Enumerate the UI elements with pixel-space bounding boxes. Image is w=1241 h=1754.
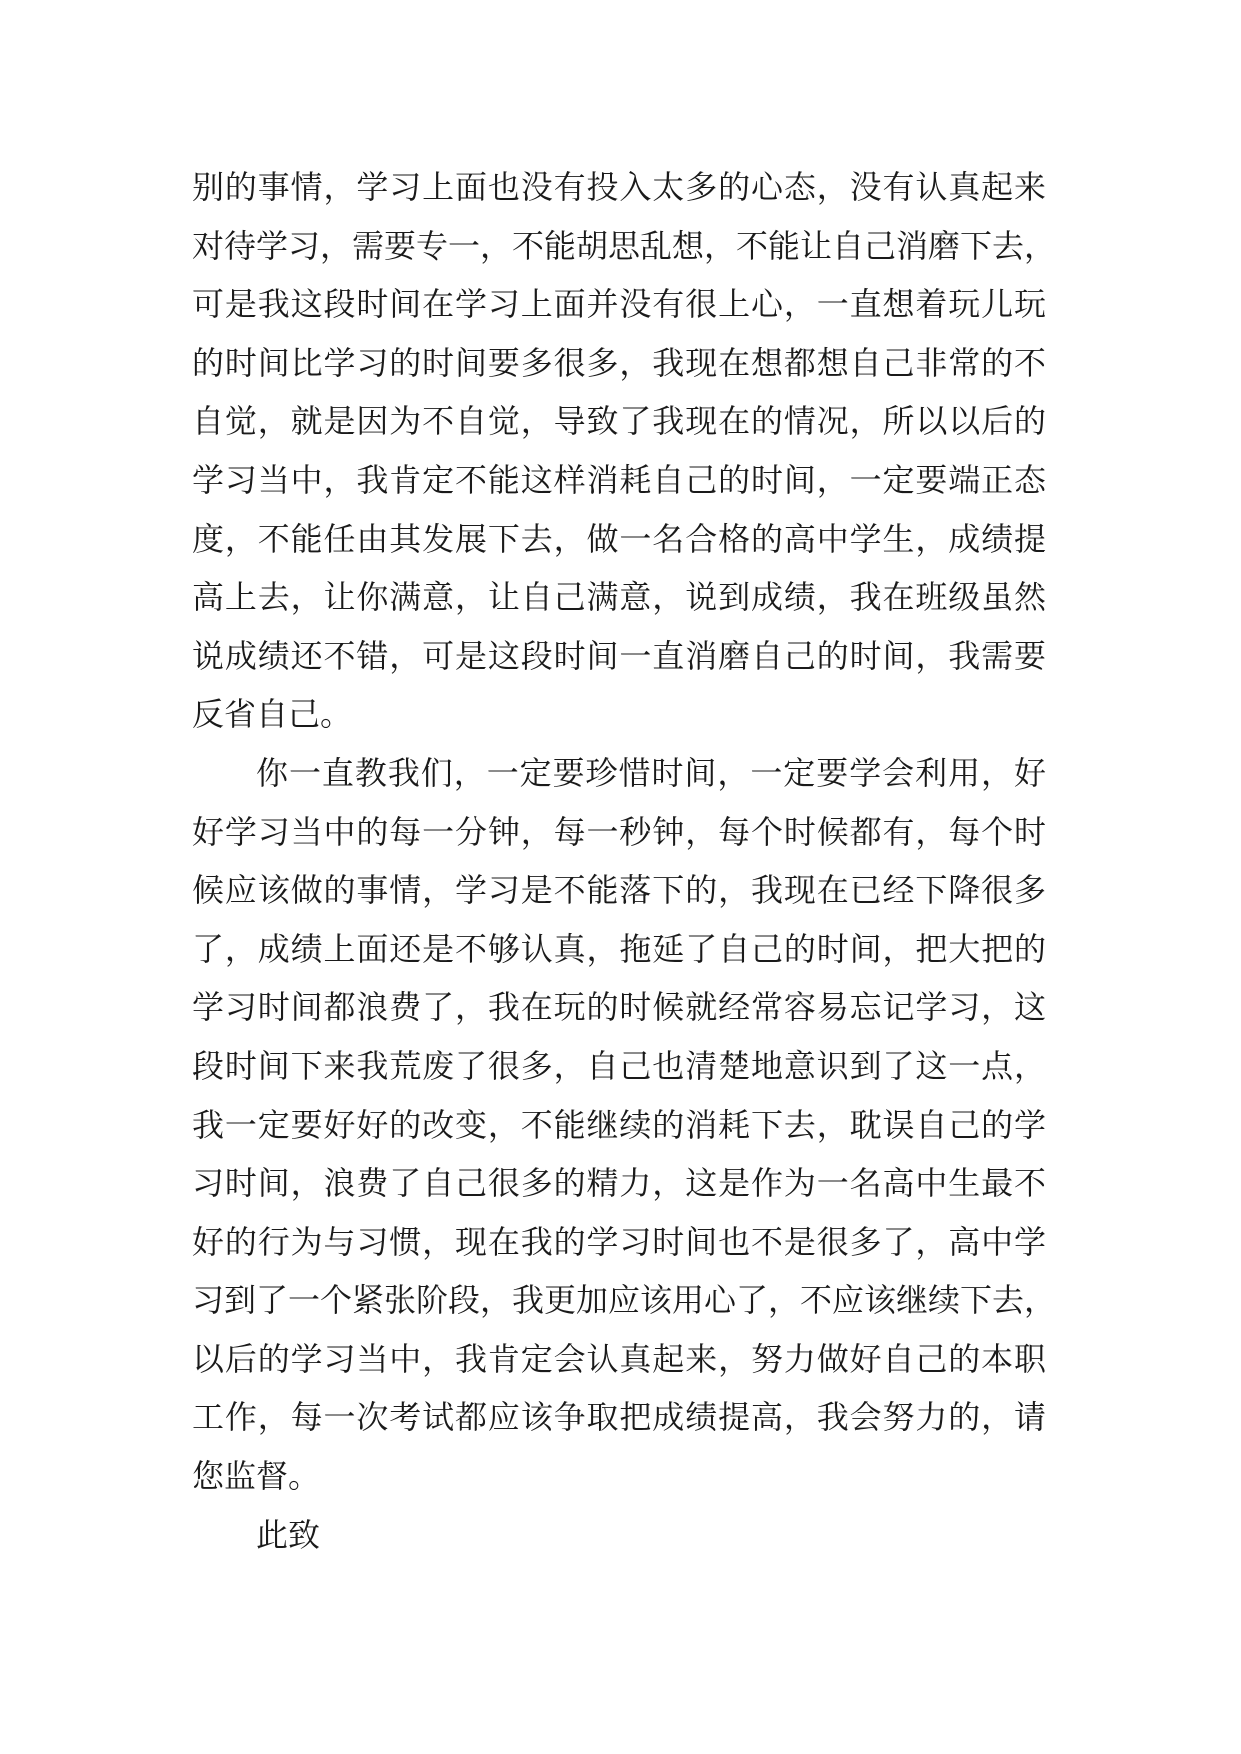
paragraph-2: [192, 744, 1062, 1506]
text-line: 自觉，就是因为不自觉，导致了我现在的情况，所以以后的: [192, 402, 1046, 441]
text-line: 以后的学习当中，我肯定会认真起来，努力做好自己的本职: [192, 1339, 1046, 1378]
paragraph-1: [192, 158, 1062, 744]
text-line: 习到了一个紧张阶段，我更加应该用心了，不应该继续下去，: [192, 1281, 1057, 1320]
text-line: 反省自己。: [192, 695, 353, 734]
text-line: 段时间下来我荒废了很多，自己也清楚地意识到了这一点，: [192, 1046, 1046, 1085]
text-line: 好的行为与习惯，现在我的学习时间也不是很多了，高中学: [192, 1222, 1046, 1261]
text-line: 说成绩还不错，可是这段时间一直消磨自己的时间，我需要: [192, 636, 1046, 675]
text-line: 您监督。: [192, 1457, 321, 1496]
closing-salutation: 此致: [256, 1515, 321, 1554]
text-line: 度，不能任由其发展下去，做一名合格的高中学生，成绩提: [192, 519, 1046, 558]
text-line: 高上去，让你满意，让自己满意，说到成绩，我在班级虽然: [192, 578, 1046, 617]
text-line: 习时间，浪费了自己很多的精力，这是作为一名高中生最不: [192, 1164, 1046, 1203]
text-line: 学习当中，我肯定不能这样消耗自己的时间，一定要端正态: [192, 460, 1046, 499]
text-line: 工作，每一次考试都应该争取把成绩提高，我会努力的，请: [192, 1398, 1046, 1437]
text-line: 候应该做的事情，学习是不能落下的，我现在已经下降很多: [192, 871, 1046, 910]
text-line: 可是我这段时间在学习上面并没有很上心，一直想着玩儿玩: [192, 285, 1046, 324]
text-line: 的时间比学习的时间要多很多，我现在想都想自己非常的不: [192, 343, 1046, 382]
text-line: 学习时间都浪费了，我在玩的时候就经常容易忘记学习，这: [192, 988, 1046, 1027]
text-line: 了，成绩上面还是不够认真，拖延了自己的时间，把大把的: [192, 929, 1046, 968]
text-line: 我一定要好好的改变，不能继续的消耗下去，耽误自己的学: [192, 1105, 1046, 1144]
text-line: 你一直教我们，一定要珍惜时间，一定要学会利用，好: [256, 753, 1046, 792]
text-line: 别的事情，学习上面也没有投入太多的心态，没有认真起来: [192, 168, 1046, 206]
letter-body: [192, 158, 1062, 1564]
text-line: 对待学习，需要专一，不能胡思乱想，不能让自己消磨下去，: [192, 226, 1057, 265]
text-line: 好学习当中的每一分钟，每一秒钟，每个时候都有，每个时: [192, 812, 1046, 851]
